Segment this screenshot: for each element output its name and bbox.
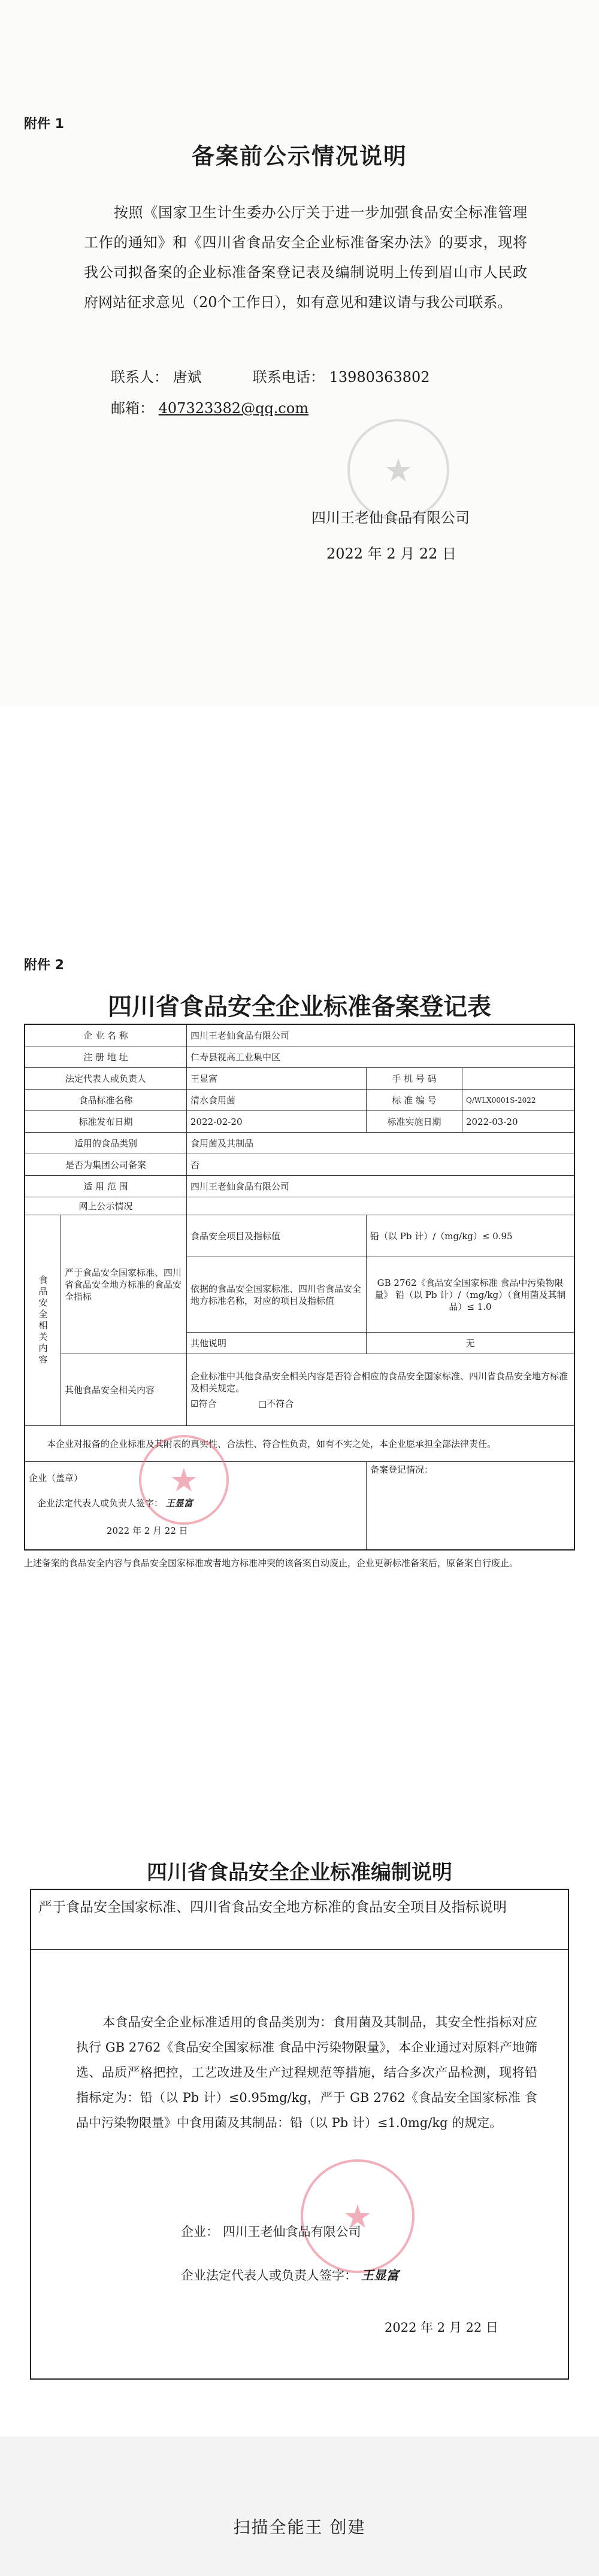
company-value: 四川王老仙食品有限公司 bbox=[187, 1025, 574, 1046]
std-no-value: Q/WLX0001S-2022 bbox=[462, 1090, 574, 1111]
rep-sign-label: 企业法定代表人或负责人签字： bbox=[37, 1498, 164, 1509]
category-label: 适用的食品类别 bbox=[25, 1133, 187, 1154]
explanation-company-line bbox=[181, 2222, 361, 2240]
email-line bbox=[111, 396, 308, 417]
public-label: 网上公示情况 bbox=[25, 1197, 187, 1215]
annex-1-paragraph: 按照《国家卫生计生委办公厅关于进一步加强食品安全标准管理工作的通知》和《四川省食品安全企业标准备案办法》的要求，现将我公司拟备案的企业标准备案登记表及编制说明上传到眉山市人民政府网站征求意见（20个工作日），如有意见和建议请与我公司联系。 bbox=[84, 204, 527, 311]
product-label: 食品标准名称 bbox=[25, 1090, 187, 1111]
fail-checkbox[interactable]: □不符合 bbox=[258, 1398, 294, 1409]
email-label: 邮箱： bbox=[111, 400, 154, 417]
mobile-label: 手 机 号 码 bbox=[367, 1068, 462, 1090]
contact-name: 唐斌 bbox=[173, 369, 202, 386]
page-annex-2 bbox=[0, 706, 599, 1682]
impl-value: 2022-03-20 bbox=[462, 1111, 574, 1133]
annex-2-label: 附件 2 bbox=[24, 958, 64, 973]
legal-rep-label: 法定代表人或负责人 bbox=[25, 1068, 187, 1090]
registration-table bbox=[24, 1024, 575, 1551]
group-label: 是否为集团公司备案 bbox=[25, 1154, 187, 1176]
explanation-box bbox=[30, 1889, 569, 2380]
annex-2-title: 四川省食品安全企业标准备案登记表 bbox=[108, 993, 491, 1021]
scanner-footer-band bbox=[0, 2437, 599, 2576]
annex-1-label: 附件 1 bbox=[24, 117, 64, 132]
email-value: 407323382@qq.com bbox=[158, 400, 309, 417]
compliance-options bbox=[190, 1398, 294, 1410]
publish-value: 2022-02-20 bbox=[187, 1111, 367, 1133]
other-label: 其他说明 bbox=[187, 1333, 367, 1354]
explanation-rep-label: 企业法定代表人或负责人签字： bbox=[181, 2268, 357, 2283]
star-icon: ★ bbox=[169, 1461, 199, 1499]
address-value: 仁寿县视高工业集中区 bbox=[187, 1046, 574, 1068]
enterprise-seal-label: 企业（盖章） bbox=[29, 1473, 83, 1483]
scanner-watermark: 扫描全能王 创建 bbox=[233, 2517, 366, 2537]
other-content-value: 企业标准中其他食品安全相关内容是否符合相应的食品安全国家标准、四川省食品安全地方标准及相关规定。 bbox=[190, 1370, 568, 1394]
enterprise-seal-stamp bbox=[139, 1435, 229, 1525]
star-icon: ★ bbox=[343, 2197, 373, 2235]
explanation-company: 四川王老仙食品有限公司 bbox=[222, 2225, 361, 2239]
basis-label: 依据的食品安全国家标准、四川省食品安全地方标准名称，对应的项目及指标值 bbox=[187, 1257, 367, 1333]
impl-label: 标准实施日期 bbox=[367, 1111, 462, 1133]
other-content-cell bbox=[187, 1354, 574, 1426]
annex-1-title: 备案前公示情况说明 bbox=[191, 143, 407, 169]
scope-value: 四川王老仙食品有限公司 bbox=[187, 1176, 574, 1197]
record-label: 备案登记情况： bbox=[370, 1464, 434, 1475]
phone-label: 联系电话： bbox=[252, 369, 325, 386]
group-value: 否 bbox=[187, 1154, 574, 1176]
annex-1-date: 2022 年 2 月 22 日 bbox=[326, 545, 457, 562]
contact-line bbox=[111, 365, 430, 386]
public-value bbox=[187, 1197, 574, 1215]
std-no-label: 标 准 编 号 bbox=[367, 1090, 462, 1111]
other-content-label: 其他食品安全相关内容 bbox=[61, 1354, 187, 1426]
promise-text: 本企业对报备的企业标准及其附表的真实性、合法性、符合性负责，如有不实之处，本企业愿承担全部法律责任。 bbox=[25, 1426, 574, 1462]
company-seal-stamp-3 bbox=[301, 2159, 415, 2273]
annex-3-title: 四川省食品安全企业标准编制说明 bbox=[147, 1861, 452, 1885]
reg-date: 2022 年 2 月 22 日 bbox=[107, 1525, 188, 1536]
explanation-body: 本食品安全企业标准适用的食品类别为：食用菌及其制品，其安全性指标对应执行 GB 2762《食品安全国家标准 食品中污染物限量》，本企业通过对原料产地筛选、品质严格把控，工艺改进及生产过程规范等措施，结合多次产品检测，现将铅指标定为：铅（以 Pb 计）≤0.95mg/kg，严于 GB 2762《食品安全国家标准 食品中污染物限量》中食用菌及其制品：铅（以 Pb 计）≤1.0mg/kg 的规定。 bbox=[76, 2015, 537, 2130]
basis-value: GB 2762《食品安全国家标准 食品中污染物限量》 铅（以 Pb 计）/（mg/kg）（食用菌及其制品）≤ 1.0 bbox=[367, 1257, 574, 1333]
explanation-header: 严于食品安全国家标准、四川省食品安全地方标准的食品安全项目及指标说明 bbox=[31, 1890, 568, 1950]
strict-label: 严于食品安全国家标准、四川省食品安全地方标准的食品安全指标 bbox=[61, 1215, 187, 1354]
mobile-value bbox=[462, 1068, 574, 1090]
items-value: 铅（以 Pb 计）/（mg/kg）≤ 0.95 bbox=[367, 1215, 574, 1257]
annex-1-company: 四川王老仙食品有限公司 bbox=[311, 509, 470, 526]
product-value: 清水食用菌 bbox=[187, 1090, 367, 1111]
phone-value: 13980363802 bbox=[329, 369, 430, 386]
explanation-company-label: 企业： bbox=[181, 2225, 219, 2239]
company-label: 企 业 名 称 bbox=[25, 1025, 187, 1046]
rep-signature: 王显富 bbox=[165, 1498, 193, 1509]
items-label: 食品安全项目及指标值 bbox=[187, 1215, 367, 1257]
legal-rep-value: 王显富 bbox=[187, 1068, 367, 1090]
other-value: 无 bbox=[367, 1333, 574, 1354]
star-icon: ★ bbox=[383, 451, 413, 489]
contact-label: 联系人： bbox=[111, 369, 168, 386]
publish-label: 标准发布日期 bbox=[25, 1111, 187, 1133]
page-annex-1 bbox=[0, 0, 599, 706]
explanation-rep-signature: 王显富 bbox=[361, 2268, 399, 2283]
pass-checkbox[interactable]: ☑符合 bbox=[190, 1398, 217, 1409]
food-safety-side-label: 食品安全相关内容 bbox=[25, 1215, 61, 1426]
scope-label: 适 用 范 围 bbox=[25, 1176, 187, 1197]
registration-notice: 上述备案的食品安全内容与食品安全国家标准或者地方标准冲突的该备案自动废止，企业更新标准备案后，原备案自行废止。 bbox=[24, 1558, 519, 1568]
category-value: 食用菌及其制品 bbox=[187, 1133, 574, 1154]
address-label: 注 册 地 址 bbox=[25, 1046, 187, 1068]
explanation-rep-line bbox=[181, 2266, 399, 2284]
explanation-date: 2022 年 2 月 22 日 bbox=[385, 2320, 498, 2335]
